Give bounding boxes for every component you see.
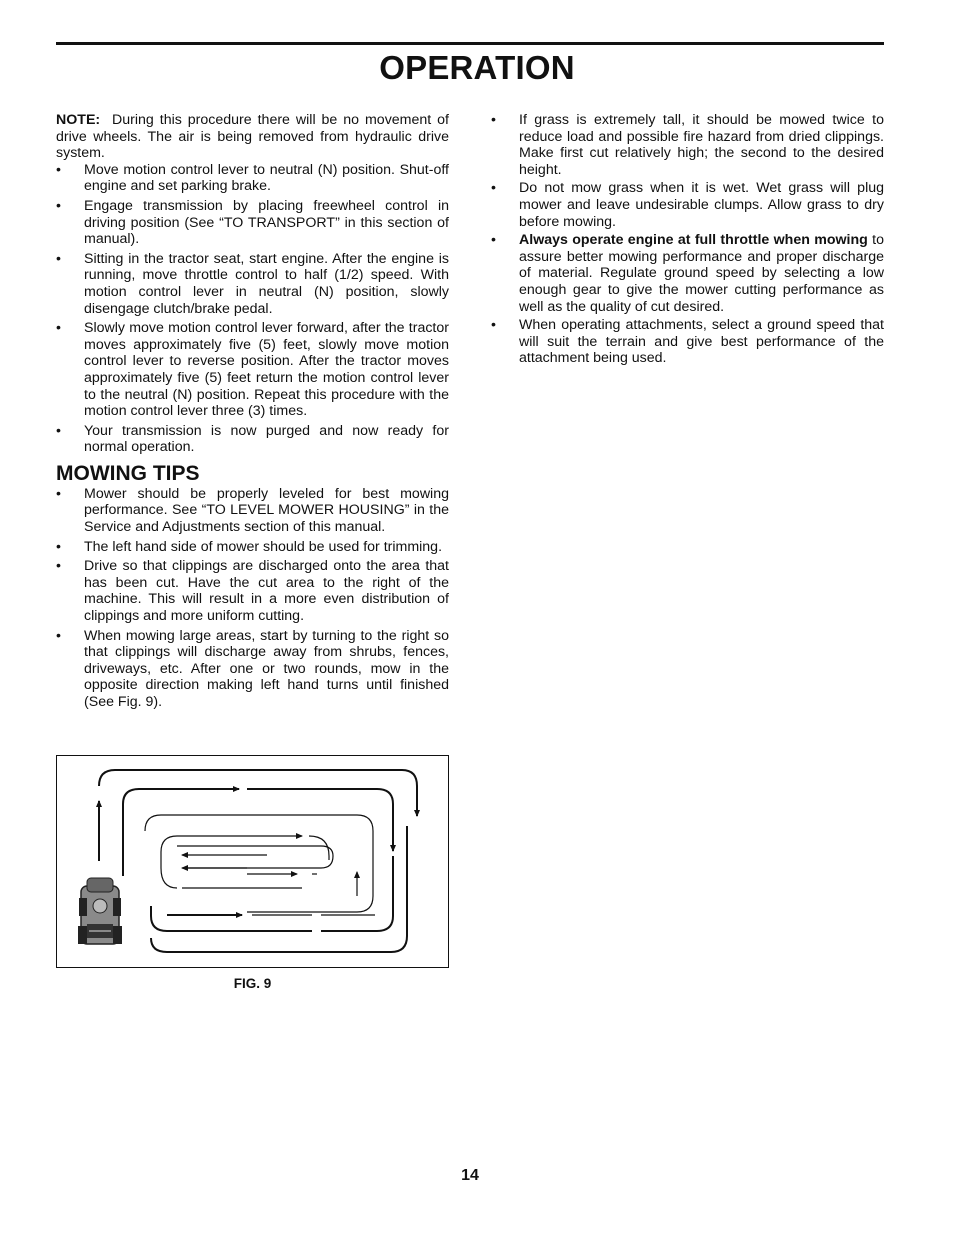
mowing-tips-list bbox=[56, 486, 449, 711]
note-text: During this procedure there will be no movement of drive wheels. The air is being removed from hydraulic drive system. bbox=[56, 112, 449, 162]
list-item bbox=[491, 180, 884, 230]
note-label: NOTE: bbox=[56, 112, 101, 128]
bullet-icon: • bbox=[56, 250, 61, 267]
list-item-text: Engage transmission by placing freewheel control in driving position (See “TO TRANSPORT” in this section of manual). bbox=[84, 197, 449, 248]
page-title: OPERATION bbox=[379, 49, 575, 86]
list-item-text: Your transmission is now purged and now ready for normal operation. bbox=[84, 422, 449, 456]
list-item bbox=[491, 112, 884, 178]
list-item bbox=[56, 423, 449, 456]
list-item-text: The left hand side of mower should be used for trimming. bbox=[84, 538, 443, 555]
bullet-icon: • bbox=[56, 422, 61, 439]
path-arrow bbox=[309, 836, 329, 860]
tractor-icon bbox=[78, 878, 122, 944]
list-item bbox=[56, 251, 449, 317]
second-loop-bottom-left bbox=[151, 906, 312, 931]
mowing-tips-heading: MOWING TIPS bbox=[56, 461, 200, 485]
bullet-icon: • bbox=[56, 320, 61, 337]
list-item-text: Sitting in the tractor seat, start engine. After the engine is running, move throttle control to half (1/2) speed. With motion control lever in neutral (N) position, slowly disengage clutch/brake pedal. bbox=[84, 250, 449, 317]
third-loop bbox=[145, 815, 373, 912]
purge-steps-list bbox=[56, 162, 449, 456]
bullet-icon: • bbox=[56, 627, 61, 644]
bullet-icon: • bbox=[491, 112, 496, 128]
list-item bbox=[56, 320, 449, 420]
list-item-text: Do not mow grass when it is wet. Wet grass will plug mower and leave undesirable clumps. Allow grass to dry before mowing. bbox=[519, 180, 884, 230]
list-item-bold-text: Always operate engine at full throttle when mowing bbox=[519, 232, 868, 249]
figure-caption: FIG. 9 bbox=[233, 976, 272, 991]
inner-loop-left bbox=[161, 836, 177, 888]
header-rule bbox=[56, 42, 884, 45]
note-paragraph bbox=[56, 112, 449, 162]
bullet-icon: • bbox=[56, 197, 61, 214]
list-item-text: Drive so that clippings are discharged onto the area that has been cut. Have the cut area to the right of the machine. This will result in a more even distribution of clippings and more uniform cutting. bbox=[84, 558, 449, 625]
list-item bbox=[491, 232, 884, 315]
left-column bbox=[56, 112, 449, 714]
mowing-pattern-diagram bbox=[57, 756, 448, 967]
list-item-text: If grass is extremely tall, it should be mowed twice to reduce load and possible fire hazard from dried clippings. Make first cut relatively high; the second to the desired height. bbox=[519, 112, 884, 178]
list-item bbox=[56, 628, 449, 711]
list-item-text: When operating attachments, select a ground speed that will suit the terrain and give best performance of the attachment being used. bbox=[519, 317, 884, 367]
list-item-text: When mowing large areas, start by turning to the right so that clippings will discharge away from shrubs, fences, driveways, etc. After one or two rounds, mow in the opposite direction making left hand turns until finished (See Fig. 9). bbox=[84, 627, 449, 710]
innermost-loop bbox=[177, 846, 333, 868]
list-item bbox=[491, 317, 884, 367]
list-item bbox=[56, 198, 449, 248]
list-item bbox=[56, 486, 449, 536]
list-item bbox=[56, 558, 449, 624]
outer-loop-bottom bbox=[151, 826, 407, 952]
bullet-icon: • bbox=[56, 538, 61, 555]
bullet-icon: • bbox=[491, 232, 496, 249]
second-loop-right bbox=[247, 789, 393, 851]
list-item bbox=[56, 539, 449, 556]
list-item-text: Mower should be properly leveled for best mowing performance. See “TO LEVEL MOWER HOUSING” in the Service and Adjustments section of this manual. bbox=[84, 485, 449, 536]
list-item-text: Move motion control lever to neutral (N) position. Shut-off engine and set parking brake. bbox=[84, 161, 449, 195]
list-item bbox=[56, 162, 449, 195]
list-item-text: Slowly move motion control lever forward, after the tractor moves approximately five (5) feet, slowly move motion control lever to reverse position. After the tractor moves approximately five (5) feet return the motion control lever to the neutral (N) position. Repeat this procedure with the motion control lever three (3) times. bbox=[84, 320, 449, 420]
bullet-icon: • bbox=[491, 180, 496, 197]
page-number: 14 bbox=[461, 1167, 479, 1184]
outer-loop-top bbox=[99, 770, 417, 816]
list-item-text: to assure better mowing performance and proper discharge of material. Regulate ground speed by selecting a low enough gear to give the mower cutting performance as well as the quality of cut desired. bbox=[519, 232, 884, 315]
bullet-icon: • bbox=[56, 558, 61, 575]
mowing-pattern-figure bbox=[56, 755, 449, 968]
mowing-tips-continued-list bbox=[491, 112, 884, 367]
bullet-icon: • bbox=[491, 317, 496, 334]
bullet-icon: • bbox=[56, 485, 61, 502]
bullet-icon: • bbox=[56, 161, 61, 178]
right-column bbox=[491, 112, 884, 370]
second-loop-top-left bbox=[123, 789, 239, 876]
